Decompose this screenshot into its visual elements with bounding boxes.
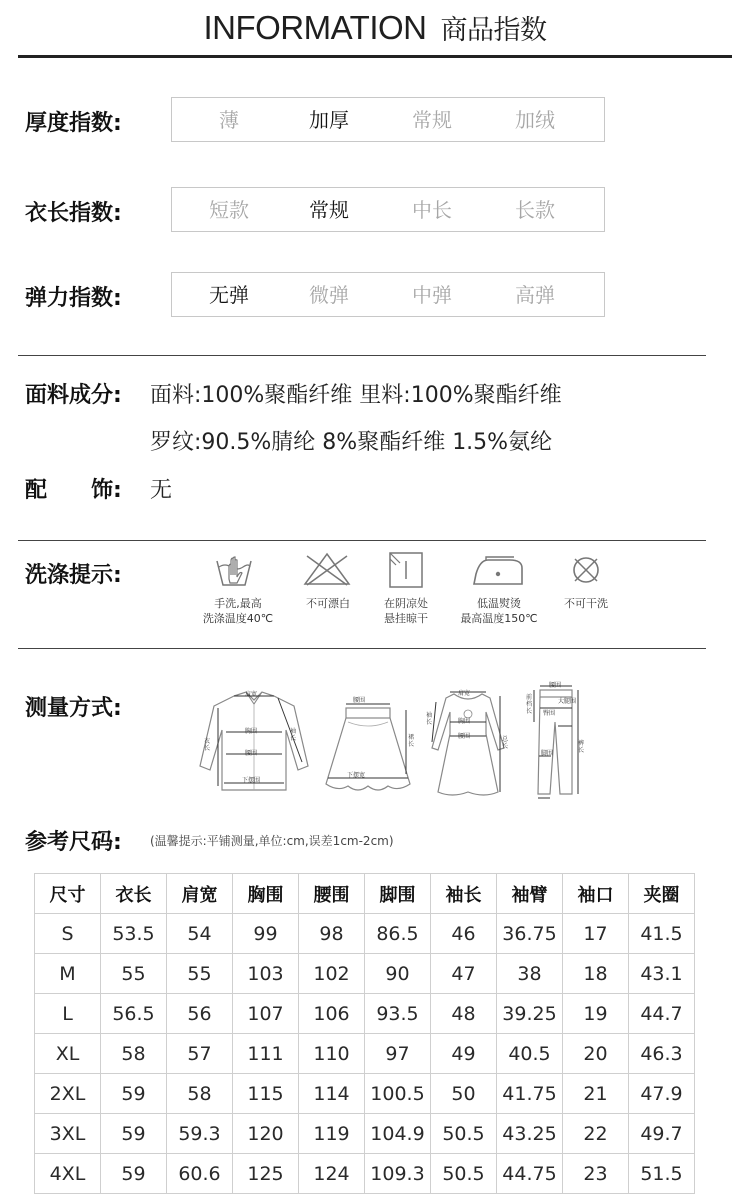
size-value-cell: 22 (563, 1114, 629, 1154)
size-value-cell: 50 (431, 1074, 497, 1114)
size-value-cell: 103 (233, 954, 299, 994)
size-value-cell: 20 (563, 1034, 629, 1074)
size-value-cell: 36.75 (497, 914, 563, 954)
size-name-cell: 3XL (35, 1114, 101, 1154)
shirt-sleeve-label: 袖长 (290, 728, 297, 742)
thickness-option-selected: 加厚 (309, 108, 349, 132)
elasticity-index-box (171, 272, 605, 317)
skirt-waist-label: 腰围 (353, 697, 366, 704)
table-row (35, 914, 695, 954)
thickness-index-box (171, 97, 605, 142)
size-column-header: 肩宽 (167, 874, 233, 914)
size-column-header: 尺寸 (35, 874, 101, 914)
size-value-cell: 17 (563, 914, 629, 954)
size-value-cell: 114 (299, 1074, 365, 1114)
table-row (35, 994, 695, 1034)
measure-label: 测量方式: (25, 696, 122, 721)
size-value-cell: 21 (563, 1074, 629, 1114)
size-value-cell: 59 (101, 1154, 167, 1194)
elasticity-option-selected: 无弹 (209, 283, 249, 307)
pants-hip-label: 臀围 (543, 710, 556, 717)
length-option-selected: 常规 (309, 198, 349, 222)
size-value-cell: 93.5 (365, 994, 431, 1034)
section-divider (18, 648, 706, 649)
size-value-cell: 19 (563, 994, 629, 1034)
size-value-cell: 18 (563, 954, 629, 994)
size-column-header: 袖口 (563, 874, 629, 914)
thickness-index-label: 厚度指数: (25, 111, 122, 136)
size-name-cell: 4XL (35, 1154, 101, 1194)
elasticity-option: 中弹 (412, 283, 452, 307)
dress-chest-label: 胸围 (458, 718, 471, 725)
size-table (34, 873, 695, 1194)
section-divider (18, 540, 706, 541)
size-value-cell: 40.5 (497, 1034, 563, 1074)
pants-thigh-label: 大腿围 (558, 698, 577, 705)
size-value-cell: 43.25 (497, 1114, 563, 1154)
header-divider (18, 55, 732, 58)
elasticity-option: 高弹 (515, 283, 555, 307)
size-value-cell: 59 (101, 1074, 167, 1114)
shirt-chest-label: 胸围 (245, 728, 258, 735)
accessory-value: 无 (150, 478, 173, 503)
size-value-cell: 115 (233, 1074, 299, 1114)
wash-caption-line: 最高温度150℃ (460, 612, 538, 625)
header-title-zh: 商品指数 (440, 15, 547, 46)
size-column-header: 胸围 (233, 874, 299, 914)
shirt-hem-label: 下摆围 (242, 777, 261, 784)
size-section-title: 参考尺码: (25, 830, 122, 855)
size-value-cell: 50.5 (431, 1114, 497, 1154)
skirt-measure-diagram (318, 688, 418, 800)
thickness-option: 薄 (219, 108, 239, 132)
length-index-label: 衣长指数: (25, 201, 122, 226)
size-value-cell: 106 (299, 994, 365, 1034)
size-value-cell: 60.6 (167, 1154, 233, 1194)
size-note: (温馨提示:平铺测量,单位:cm,误差1cm-2cm) (150, 834, 394, 848)
wash-caption-line: 悬挂晾干 (384, 612, 428, 625)
material-line-1: 面料:100%聚酯纤维 里料:100%聚酯纤维 (150, 383, 562, 408)
header-title-en: INFORMATION (203, 9, 427, 46)
length-option: 长款 (515, 198, 555, 222)
accessory-label: 配 饰: (25, 478, 122, 503)
size-table-body (35, 914, 695, 1194)
size-value-cell: 46 (431, 914, 497, 954)
size-value-cell: 55 (101, 954, 167, 994)
size-value-cell: 53.5 (101, 914, 167, 954)
dress-shoulder-label: 肩宽 (458, 690, 471, 697)
size-value-cell: 97 (365, 1034, 431, 1074)
section-divider (18, 355, 706, 356)
shirt-waist-label: 腰围 (245, 750, 258, 757)
table-row (35, 954, 695, 994)
size-value-cell: 49.7 (629, 1114, 695, 1154)
table-row (35, 1154, 695, 1194)
page-header (0, 8, 750, 47)
size-value-cell: 43.1 (629, 954, 695, 994)
wash-caption-line: 低温熨烫 (477, 597, 521, 610)
size-value-cell: 125 (233, 1154, 299, 1194)
size-value-cell: 59 (101, 1114, 167, 1154)
size-value-cell: 98 (299, 914, 365, 954)
size-value-cell: 50.5 (431, 1154, 497, 1194)
size-value-cell: 46.3 (629, 1034, 695, 1074)
size-column-header: 夹圈 (629, 874, 695, 914)
length-option: 中长 (412, 198, 452, 222)
wash-caption-line: 手洗,最高 (214, 597, 262, 610)
size-value-cell: 54 (167, 914, 233, 954)
pants-length-label: 裤长 (578, 740, 585, 754)
size-value-cell: 58 (167, 1074, 233, 1114)
size-value-cell: 41.75 (497, 1074, 563, 1114)
size-value-cell: 49 (431, 1034, 497, 1074)
pants-leg-label: 脚围 (541, 750, 554, 757)
iron-low-icon (470, 556, 526, 592)
size-value-cell: 120 (233, 1114, 299, 1154)
wash-caption-line: 洗涤温度40℃ (202, 612, 274, 625)
size-value-cell: 119 (299, 1114, 365, 1154)
size-name-cell: S (35, 914, 101, 954)
dress-waist-label: 腰围 (458, 733, 471, 740)
size-value-cell: 47.9 (629, 1074, 695, 1114)
thickness-option: 加绒 (515, 108, 555, 132)
size-value-cell: 100.5 (365, 1074, 431, 1114)
size-value-cell: 44.75 (497, 1154, 563, 1194)
no-bleach-icon (302, 551, 352, 591)
size-value-cell: 39.25 (497, 994, 563, 1034)
length-option: 短款 (209, 198, 249, 222)
material-line-2: 罗纹:90.5%腈纶 8%聚酯纤维 1.5%氨纶 (150, 430, 553, 455)
size-column-header: 脚围 (365, 874, 431, 914)
size-value-cell: 99 (233, 914, 299, 954)
size-value-cell: 58 (101, 1034, 167, 1074)
size-value-cell: 56 (167, 994, 233, 1034)
table-row (35, 1114, 695, 1154)
skirt-hem-label: 下摆宽 (347, 772, 366, 779)
size-table-header (35, 874, 695, 914)
wash-caption-line: 在阴凉处 (384, 597, 428, 610)
size-value-cell: 111 (233, 1034, 299, 1074)
size-value-cell: 47 (431, 954, 497, 994)
size-value-cell: 38 (497, 954, 563, 994)
table-row (35, 1034, 695, 1074)
size-value-cell: 56.5 (101, 994, 167, 1034)
size-column-header: 腰围 (299, 874, 365, 914)
washing-label: 洗涤提示: (25, 563, 122, 588)
size-value-cell: 107 (233, 994, 299, 1034)
size-name-cell: L (35, 994, 101, 1034)
shirt-shoulder-label: 肩宽 (245, 691, 258, 698)
dress-measure-diagram (426, 684, 510, 804)
elasticity-index-label: 弹力指数: (25, 286, 122, 311)
pants-waist-label: 腰围 (549, 682, 562, 689)
size-value-cell: 104.9 (365, 1114, 431, 1154)
size-value-cell: 23 (563, 1154, 629, 1194)
size-value-cell: 55 (167, 954, 233, 994)
pants-rise-label: 前档长 (526, 694, 533, 715)
wash-caption (531, 596, 641, 611)
dress-sleeve-label: 袖长 (426, 712, 433, 726)
size-value-cell: 86.5 (365, 914, 431, 954)
thickness-option: 常规 (412, 108, 452, 132)
wash-caption-line: 不可漂白 (306, 597, 350, 610)
table-row (35, 1074, 695, 1114)
size-value-cell: 51.5 (629, 1154, 695, 1194)
size-column-header: 衣长 (101, 874, 167, 914)
size-value-cell: 90 (365, 954, 431, 994)
size-column-header: 袖臂 (497, 874, 563, 914)
size-column-header: 袖长 (431, 874, 497, 914)
size-name-cell: 2XL (35, 1074, 101, 1114)
size-name-cell: XL (35, 1034, 101, 1074)
size-value-cell: 109.3 (365, 1154, 431, 1194)
shirt-length-label: 衣长 (204, 738, 211, 752)
hand-wash-icon (214, 553, 254, 593)
no-dry-clean-icon (570, 554, 602, 590)
size-value-cell: 48 (431, 994, 497, 1034)
size-value-cell: 41.5 (629, 914, 695, 954)
size-value-cell: 57 (167, 1034, 233, 1074)
size-value-cell: 59.3 (167, 1114, 233, 1154)
size-name-cell: M (35, 954, 101, 994)
elasticity-option: 微弹 (309, 283, 349, 307)
size-value-cell: 44.7 (629, 994, 695, 1034)
dress-length-label: 总长 (502, 736, 509, 750)
size-value-cell: 124 (299, 1154, 365, 1194)
length-index-box (171, 187, 605, 232)
skirt-length-label: 裙长 (408, 734, 415, 748)
size-value-cell: 110 (299, 1034, 365, 1074)
material-label: 面料成分: (25, 383, 122, 408)
hang-dry-shade-icon (388, 551, 424, 593)
size-value-cell: 102 (299, 954, 365, 994)
wash-caption-line: 不可干洗 (564, 597, 608, 610)
